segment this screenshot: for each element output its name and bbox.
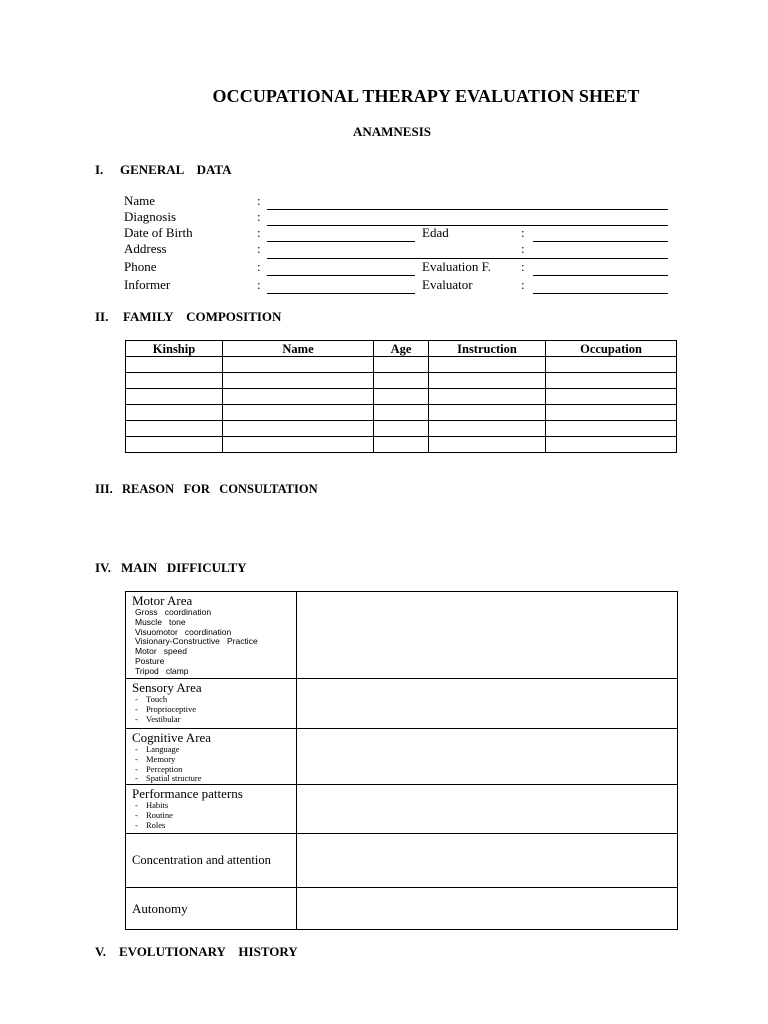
list-item: - Language bbox=[135, 745, 296, 755]
difficulty-row-concentration bbox=[126, 833, 677, 887]
cognitive-area-items bbox=[135, 745, 296, 784]
name-label: Name bbox=[124, 193, 156, 208]
evaluation-label: Evaluation F. bbox=[422, 259, 492, 274]
motor-area-notes[interactable] bbox=[297, 592, 677, 678]
list-item: Visuomotor coordination bbox=[135, 626, 232, 637]
dob-colon: : bbox=[257, 225, 261, 240]
performance-patterns-items bbox=[135, 801, 296, 830]
difficulty-table bbox=[125, 591, 678, 930]
name-field[interactable] bbox=[267, 209, 668, 210]
address-colon: : bbox=[257, 241, 261, 256]
family-table bbox=[125, 340, 677, 453]
difficulty-row-performance bbox=[126, 784, 677, 833]
section-general-data bbox=[95, 162, 231, 178]
cognitive-area-heading: Cognitive Area bbox=[132, 730, 212, 745]
table-cell[interactable] bbox=[429, 357, 546, 373]
table-cell[interactable] bbox=[429, 373, 546, 389]
table-cell[interactable] bbox=[126, 389, 223, 405]
list-item: - Roles bbox=[135, 821, 296, 831]
concentration-attention-cell bbox=[126, 834, 297, 887]
list-item: - Routine bbox=[135, 811, 296, 821]
evaluator-label: Evaluator bbox=[422, 277, 473, 292]
sensory-area-heading: Sensory Area bbox=[132, 680, 202, 695]
sensory-area-items bbox=[135, 695, 296, 724]
table-cell[interactable] bbox=[429, 405, 546, 421]
table-cell[interactable] bbox=[126, 373, 223, 389]
page-subtitle: ANAMNESIS bbox=[352, 124, 431, 139]
table-cell[interactable] bbox=[223, 421, 374, 437]
phone-field[interactable] bbox=[267, 275, 415, 276]
col-header-occupation: Occupation bbox=[546, 341, 677, 357]
table-cell[interactable] bbox=[429, 437, 546, 453]
sensory-area-cell bbox=[126, 679, 297, 728]
table-cell[interactable] bbox=[374, 421, 429, 437]
section-label: MAIN DIFFICULTY bbox=[121, 560, 247, 575]
section-main-difficulty bbox=[95, 560, 247, 576]
cognitive-area-cell bbox=[126, 729, 297, 784]
table-cell[interactable] bbox=[546, 421, 677, 437]
informer-field[interactable] bbox=[267, 293, 415, 294]
list-item: - Touch bbox=[135, 695, 296, 705]
table-row bbox=[126, 405, 677, 421]
table-cell[interactable] bbox=[546, 373, 677, 389]
concentration-attention-label: Concentration and attention bbox=[132, 853, 271, 867]
motor-area-items bbox=[135, 608, 296, 677]
motor-area-heading: Motor Area bbox=[132, 593, 193, 608]
table-cell[interactable] bbox=[374, 405, 429, 421]
address-colon-2: : bbox=[521, 241, 525, 256]
table-cell[interactable] bbox=[374, 373, 429, 389]
autonomy-notes[interactable] bbox=[297, 888, 677, 929]
difficulty-row-autonomy bbox=[126, 887, 677, 929]
dob-label: Date of Birth bbox=[124, 225, 193, 240]
section-evolutionary-history bbox=[95, 944, 298, 960]
address-label: Address bbox=[124, 241, 167, 256]
section-label: EVOLUTIONARY HISTORY bbox=[119, 944, 298, 959]
section-number: I. bbox=[95, 162, 104, 177]
phone-label: Phone bbox=[124, 259, 157, 274]
performance-patterns-cell bbox=[126, 785, 297, 833]
evaluation-field[interactable] bbox=[533, 275, 668, 276]
table-cell[interactable] bbox=[223, 437, 374, 453]
table-cell[interactable] bbox=[126, 357, 223, 373]
section-label: REASON FOR CONSULTATION bbox=[122, 482, 318, 496]
table-cell[interactable] bbox=[546, 405, 677, 421]
table-cell[interactable] bbox=[223, 405, 374, 421]
evaluator-field[interactable] bbox=[533, 293, 668, 294]
performance-patterns-notes[interactable] bbox=[297, 785, 677, 833]
autonomy-cell bbox=[126, 888, 297, 929]
difficulty-row-sensory bbox=[126, 678, 677, 728]
list-item: - Habits bbox=[135, 801, 296, 811]
table-row bbox=[126, 373, 677, 389]
motor-area-cell bbox=[126, 592, 297, 678]
list-item: Gross coordination bbox=[135, 607, 212, 617]
autonomy-label: Autonomy bbox=[132, 900, 188, 916]
sensory-area-notes[interactable] bbox=[297, 679, 677, 728]
difficulty-row-cognitive bbox=[126, 728, 677, 784]
list-item: - Proprioceptive bbox=[135, 705, 296, 715]
family-table-body bbox=[126, 357, 677, 453]
table-cell[interactable] bbox=[374, 437, 429, 453]
section-number: IV. bbox=[95, 560, 112, 575]
table-cell[interactable] bbox=[546, 437, 677, 453]
table-cell[interactable] bbox=[126, 405, 223, 421]
family-table-header-row bbox=[126, 341, 677, 357]
table-cell[interactable] bbox=[546, 389, 677, 405]
page-title: OCCUPATIONAL THERAPY EVALUATION SHEET bbox=[212, 86, 640, 106]
col-header-instruction: Instruction bbox=[429, 341, 546, 357]
edad-field[interactable] bbox=[533, 241, 668, 242]
table-cell[interactable] bbox=[126, 437, 223, 453]
dob-field[interactable] bbox=[267, 241, 415, 242]
list-item: Muscle tone bbox=[135, 616, 186, 627]
table-row bbox=[126, 389, 677, 405]
section-number: III. bbox=[95, 482, 113, 496]
difficulty-row-motor bbox=[126, 592, 677, 678]
phone-colon: : bbox=[257, 259, 261, 274]
table-cell[interactable] bbox=[223, 389, 374, 405]
col-header-name: Name bbox=[223, 341, 374, 357]
list-item: - Perception bbox=[135, 765, 296, 775]
list-item: Tripod clamp bbox=[135, 665, 189, 676]
informer-colon: : bbox=[257, 277, 261, 292]
list-item: - Memory bbox=[135, 755, 296, 765]
section-number: II. bbox=[95, 309, 109, 324]
table-row bbox=[126, 421, 677, 437]
table-cell[interactable] bbox=[429, 389, 546, 405]
table-cell[interactable] bbox=[223, 373, 374, 389]
section-family-composition bbox=[95, 309, 281, 325]
diagnosis-label: Diagnosis bbox=[124, 209, 176, 224]
table-cell[interactable] bbox=[429, 421, 546, 437]
table-cell[interactable] bbox=[546, 357, 677, 373]
table-cell[interactable] bbox=[374, 357, 429, 373]
evaluation-colon: : bbox=[521, 259, 525, 274]
table-row bbox=[126, 357, 677, 373]
cognitive-area-notes[interactable] bbox=[297, 729, 677, 784]
col-header-kinship: Kinship bbox=[126, 341, 223, 357]
concentration-attention-notes[interactable] bbox=[297, 834, 677, 887]
section-label: FAMILY COMPOSITION bbox=[123, 309, 282, 324]
section-number: V. bbox=[95, 944, 106, 959]
edad-label: Edad bbox=[422, 225, 449, 240]
performance-patterns-heading: Performance patterns bbox=[132, 786, 243, 801]
list-item: - Spatial structure bbox=[135, 774, 296, 784]
list-item: Visionary-Constructive Practice bbox=[135, 636, 258, 647]
table-cell[interactable] bbox=[374, 389, 429, 405]
table-cell[interactable] bbox=[126, 421, 223, 437]
diagnosis-field[interactable] bbox=[267, 225, 668, 226]
col-header-age: Age bbox=[374, 341, 429, 357]
edad-colon: : bbox=[521, 225, 525, 240]
table-cell[interactable] bbox=[223, 357, 374, 373]
evaluator-colon: : bbox=[521, 277, 525, 292]
section-reason-consultation bbox=[95, 482, 318, 497]
list-item: - Vestibular bbox=[135, 715, 296, 725]
list-item: Posture bbox=[135, 655, 165, 666]
table-row bbox=[126, 437, 677, 453]
diagnosis-colon: : bbox=[257, 209, 261, 224]
name-colon: : bbox=[257, 193, 261, 208]
informer-label: Informer bbox=[124, 277, 171, 292]
section-label: GENERAL DATA bbox=[120, 162, 232, 177]
list-item: Motor speed bbox=[135, 646, 187, 657]
